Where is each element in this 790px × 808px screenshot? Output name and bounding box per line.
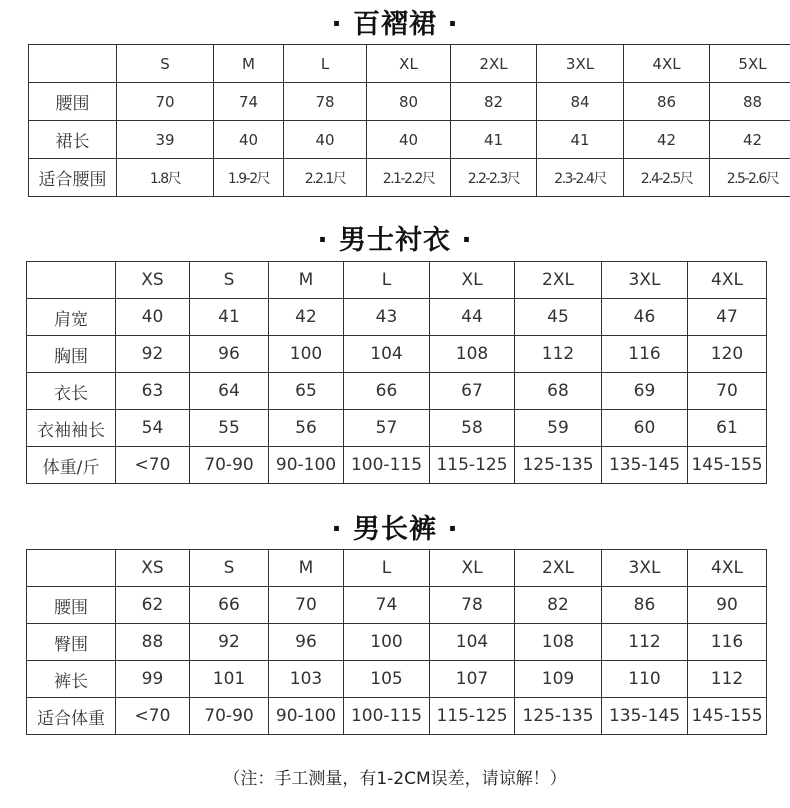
size-header-cell: 2XL <box>451 45 537 83</box>
table-cell: 2.2.1尺 <box>284 159 367 197</box>
table-cell: 39 <box>117 121 214 159</box>
size-header-cell: 3XL <box>537 45 624 83</box>
table-cell: 2.4-2.5尺 <box>624 159 710 197</box>
table-cell: 70 <box>269 587 344 624</box>
table-cell: 74 <box>214 83 284 121</box>
table-cell: 135-145 <box>602 447 688 484</box>
table-cell: 116 <box>688 624 767 661</box>
corner-cell <box>27 262 116 299</box>
skirt-section-title: · 百褶裙 · <box>331 9 459 40</box>
table-cell: 90-100 <box>269 447 344 484</box>
table-cell: 57 <box>344 410 430 447</box>
table-cell: 69 <box>602 373 688 410</box>
row-label: 裤长 <box>27 661 116 698</box>
table-cell: 41 <box>190 299 269 336</box>
table-cell: 70 <box>688 373 767 410</box>
table-header-row <box>29 45 790 83</box>
table-cell: 54 <box>116 410 190 447</box>
size-header-cell: 5XL <box>710 45 790 83</box>
table-cell: 103 <box>269 661 344 698</box>
corner-cell <box>27 550 116 587</box>
size-header-cell: M <box>214 45 284 83</box>
size-header-cell: XL <box>430 550 515 587</box>
table-cell: 43 <box>344 299 430 336</box>
row-label: 衣长 <box>27 373 116 410</box>
table-cell: 59 <box>515 410 602 447</box>
table-cell: 82 <box>451 83 537 121</box>
table-cell: 100-115 <box>344 447 430 484</box>
corner-cell <box>29 45 117 83</box>
table-cell: <70 <box>116 698 190 735</box>
table-cell: 108 <box>430 336 515 373</box>
table-cell: 112 <box>688 661 767 698</box>
table-cell: 70-90 <box>190 447 269 484</box>
size-header-cell: S <box>117 45 214 83</box>
table-cell: 96 <box>190 336 269 373</box>
table-row <box>27 299 767 336</box>
table-cell: 112 <box>515 336 602 373</box>
table-cell: 88 <box>116 624 190 661</box>
table-cell: 92 <box>190 624 269 661</box>
table-row <box>29 121 790 159</box>
table-cell: 2.2-2.3尺 <box>451 159 537 197</box>
table-cell: 80 <box>367 83 451 121</box>
row-label: 适合腰围 <box>29 159 117 197</box>
size-header-cell: M <box>269 550 344 587</box>
row-label: 腰围 <box>27 587 116 624</box>
size-header-cell: XL <box>367 45 451 83</box>
table-cell: 40 <box>116 299 190 336</box>
table-cell: 58 <box>430 410 515 447</box>
table-cell: 42 <box>624 121 710 159</box>
size-header-cell: 4XL <box>624 45 710 83</box>
size-header-cell: XS <box>116 550 190 587</box>
table-cell: 42 <box>269 299 344 336</box>
table-cell: 42 <box>710 121 790 159</box>
table-cell: 145-155 <box>688 698 767 735</box>
table-cell: 41 <box>537 121 624 159</box>
table-cell: 66 <box>190 587 269 624</box>
table-header-row <box>27 262 767 299</box>
table-cell: 63 <box>116 373 190 410</box>
size-header-cell: 3XL <box>602 550 688 587</box>
table-cell: 82 <box>515 587 602 624</box>
table-cell: 86 <box>624 83 710 121</box>
table-cell: 41 <box>451 121 537 159</box>
table-cell: 2.1-2.2尺 <box>367 159 451 197</box>
table-cell: 99 <box>116 661 190 698</box>
size-header-cell: 3XL <box>602 262 688 299</box>
table-row <box>27 587 767 624</box>
shirt-size-table <box>26 261 767 484</box>
row-label: 腰围 <box>29 83 117 121</box>
size-header-cell: S <box>190 262 269 299</box>
table-cell: 46 <box>602 299 688 336</box>
table-cell: 100-115 <box>344 698 430 735</box>
table-cell: 2.5-2.6尺 <box>710 159 790 197</box>
table-cell: 1.8尺 <box>117 159 214 197</box>
table-cell: 66 <box>344 373 430 410</box>
table-cell: 92 <box>116 336 190 373</box>
table-cell: 86 <box>602 587 688 624</box>
table-cell: 120 <box>688 336 767 373</box>
table-row <box>27 698 767 735</box>
table-cell: 112 <box>602 624 688 661</box>
table-cell: 64 <box>190 373 269 410</box>
table-cell: 56 <box>269 410 344 447</box>
row-label: 衣袖袖长 <box>27 410 116 447</box>
size-header-cell: 2XL <box>515 262 602 299</box>
table-row <box>27 661 767 698</box>
size-header-cell: M <box>269 262 344 299</box>
table-cell: 2.3-2.4尺 <box>537 159 624 197</box>
size-header-cell: L <box>344 262 430 299</box>
table-cell: 105 <box>344 661 430 698</box>
table-cell: 45 <box>515 299 602 336</box>
table-cell: 68 <box>515 373 602 410</box>
table-cell: 90 <box>688 587 767 624</box>
table-cell: 61 <box>688 410 767 447</box>
table-row <box>29 159 790 197</box>
table-cell: 70 <box>117 83 214 121</box>
table-cell: 47 <box>688 299 767 336</box>
table-cell: 100 <box>269 336 344 373</box>
table-cell: 116 <box>602 336 688 373</box>
table-cell: 90-100 <box>269 698 344 735</box>
shirt-section-title: · 男士衬衣 · <box>317 225 473 256</box>
table-cell: 40 <box>214 121 284 159</box>
row-label: 肩宽 <box>27 299 116 336</box>
table-row <box>27 410 767 447</box>
table-header-row <box>27 550 767 587</box>
size-header-cell: L <box>344 550 430 587</box>
table-cell: 67 <box>430 373 515 410</box>
table-cell: 104 <box>344 336 430 373</box>
table-cell: 60 <box>602 410 688 447</box>
table-cell: 145-155 <box>688 447 767 484</box>
table-cell: 125-135 <box>515 698 602 735</box>
table-cell: 44 <box>430 299 515 336</box>
size-header-cell: 4XL <box>688 550 767 587</box>
table-row <box>27 373 767 410</box>
table-row <box>27 624 767 661</box>
row-label: 臀围 <box>27 624 116 661</box>
size-header-cell: 4XL <box>688 262 767 299</box>
size-header-cell: XS <box>116 262 190 299</box>
row-label: 体重/斤 <box>27 447 116 484</box>
table-cell: 107 <box>430 661 515 698</box>
table-row <box>29 83 790 121</box>
skirt-size-table <box>28 44 790 197</box>
table-cell: 88 <box>710 83 790 121</box>
size-header-cell: 2XL <box>515 550 602 587</box>
measurement-note: （注：手工测量，有1-2CM误差，请谅解！） <box>223 769 567 789</box>
pants-section-title: · 男长裤 · <box>331 514 459 545</box>
table-cell: 78 <box>284 83 367 121</box>
table-cell: 110 <box>602 661 688 698</box>
table-cell: 109 <box>515 661 602 698</box>
table-cell: 115-125 <box>430 698 515 735</box>
table-cell: 40 <box>284 121 367 159</box>
table-cell: 108 <box>515 624 602 661</box>
table-cell: 40 <box>367 121 451 159</box>
table-cell: 70-90 <box>190 698 269 735</box>
row-label: 胸围 <box>27 336 116 373</box>
table-cell: 55 <box>190 410 269 447</box>
table-cell: 78 <box>430 587 515 624</box>
table-row <box>27 447 767 484</box>
table-cell: 74 <box>344 587 430 624</box>
row-label: 裙长 <box>29 121 117 159</box>
size-header-cell: L <box>284 45 367 83</box>
table-cell: <70 <box>116 447 190 484</box>
table-cell: 125-135 <box>515 447 602 484</box>
table-row <box>27 336 767 373</box>
table-cell: 84 <box>537 83 624 121</box>
table-cell: 1.9-2尺 <box>214 159 284 197</box>
table-cell: 100 <box>344 624 430 661</box>
table-cell: 62 <box>116 587 190 624</box>
table-cell: 104 <box>430 624 515 661</box>
size-header-cell: XL <box>430 262 515 299</box>
table-cell: 65 <box>269 373 344 410</box>
table-cell: 135-145 <box>602 698 688 735</box>
size-header-cell: S <box>190 550 269 587</box>
table-cell: 101 <box>190 661 269 698</box>
table-cell: 115-125 <box>430 447 515 484</box>
row-label: 适合体重 <box>27 698 116 735</box>
table-cell: 96 <box>269 624 344 661</box>
pants-size-table <box>26 549 767 735</box>
